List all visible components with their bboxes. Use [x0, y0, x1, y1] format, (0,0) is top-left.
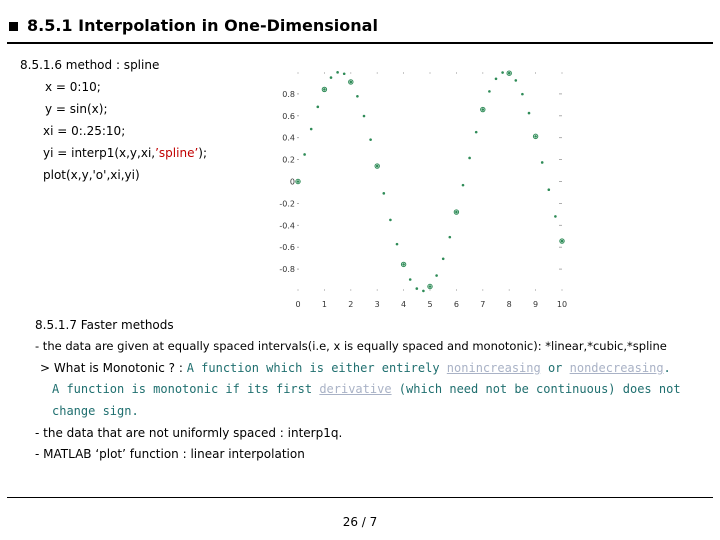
spline-point — [495, 77, 498, 80]
code-line-y: y = sin(x); — [45, 102, 108, 116]
y-tick-label: -0.4 — [279, 221, 295, 231]
spline-plot — [276, 60, 576, 310]
spline-point — [475, 131, 478, 134]
code-line-yi-suffix: ); — [198, 146, 207, 160]
bullet-not-uniform: - the data that are not uniformly spaced : interp1q. — [35, 426, 343, 440]
y-tick-label: 0.2 — [282, 155, 295, 165]
spline-point — [554, 215, 557, 218]
spline-heading: 8.5.1.6 method : spline — [20, 58, 160, 72]
spline-point — [350, 81, 353, 84]
bullet-equally-spaced: - the data are given at equally spaced intervals(i.e, x is equally spaced and monotonic): *linear,*cubic,*spline — [35, 339, 667, 353]
spline-point — [383, 192, 386, 195]
spline-point — [330, 76, 333, 79]
x-tick-label: 0 — [295, 300, 301, 309]
y-tick-label: 0 — [289, 177, 295, 187]
spline-point — [435, 274, 438, 277]
spline-point — [323, 88, 326, 91]
monotonic-line2-b: (which need not be continuous) does not — [391, 382, 681, 396]
slide-header — [0, 14, 720, 44]
y-tick-label: 0.6 — [282, 111, 295, 121]
square-bullet-icon — [9, 22, 18, 31]
code-line-yi-prefix: yi = interp1(x,y,xi, — [43, 146, 156, 160]
x-tick-label: 6 — [453, 300, 459, 309]
or-text: or — [540, 361, 570, 375]
monotonic-line2 — [52, 382, 681, 396]
monotonic-question — [40, 361, 671, 375]
spline-point — [297, 180, 300, 183]
bullet-plot-linear: - MATLAB ‘plot’ function : linear interpolation — [35, 447, 305, 461]
x-tick-label: 5 — [427, 300, 433, 309]
spline-point — [534, 135, 537, 138]
spline-point — [303, 153, 306, 156]
spline-point — [449, 236, 452, 239]
monotonic-line2-a: A function is monotonic if its first — [52, 382, 320, 396]
spline-point — [343, 72, 346, 75]
header-rule — [7, 42, 713, 44]
spline-point — [310, 128, 313, 131]
spline-point — [455, 211, 458, 214]
spline-point — [416, 287, 419, 290]
spline-point — [369, 138, 372, 141]
y-tick-label: -0.6 — [279, 243, 295, 253]
spline-point — [376, 165, 379, 168]
spline-point — [422, 290, 425, 293]
monotonic-line3-text: change sign. — [52, 404, 139, 418]
spline-point — [462, 184, 465, 187]
monotonic-question-prefix: > What is Monotonic ? : — [40, 361, 187, 375]
spline-point — [508, 72, 511, 75]
y-tick-label: -0.2 — [279, 199, 295, 209]
period-text: . — [663, 361, 671, 375]
x-tick-label: 3 — [374, 300, 380, 309]
x-tick-label: 1 — [321, 300, 327, 309]
code-line-plot: plot(x,y,'o',xi,yi) — [43, 168, 140, 182]
y-tick-label: 0.8 — [282, 89, 295, 99]
spline-point — [396, 243, 399, 246]
spline-point — [548, 188, 551, 191]
y-tick-label: 0.4 — [282, 133, 295, 143]
spline-point — [561, 240, 564, 243]
monotonic-line3 — [52, 404, 139, 418]
nondecreasing-link[interactable]: nondecreasing — [569, 361, 664, 375]
faster-methods-heading: 8.5.1.7 Faster methods — [35, 318, 174, 332]
x-tick-label: 2 — [348, 300, 354, 309]
spline-point — [468, 157, 471, 160]
code-line-x: x = 0:10; — [45, 80, 101, 94]
spline-point — [488, 90, 491, 93]
code-line-xi: xi = 0:.25:10; — [43, 124, 126, 138]
spline-point — [501, 71, 504, 74]
spline-point — [402, 263, 405, 266]
spline-point — [363, 115, 366, 118]
spline-point — [521, 93, 524, 96]
spline-point — [528, 112, 531, 115]
footer-rule — [7, 497, 713, 498]
x-tick-label: 10 — [556, 300, 568, 309]
monotonic-definition-a: A function which is either entirely — [186, 361, 447, 375]
spline-point — [356, 95, 359, 98]
spline-point — [429, 285, 432, 288]
x-tick-label: 9 — [533, 300, 539, 309]
page-number: 26 / 7 — [342, 515, 378, 529]
code-line-yi — [43, 146, 207, 160]
spline-point — [336, 71, 339, 74]
spline-point — [389, 219, 392, 222]
spline-point — [409, 278, 412, 281]
spline-point — [482, 108, 485, 111]
spline-point — [317, 106, 320, 109]
slide-title: 8.5.1 Interpolation in One-Dimensional — [27, 16, 378, 35]
spline-method-text: ’spline’ — [155, 146, 199, 160]
x-tick-label: 7 — [480, 300, 486, 309]
x-tick-label: 4 — [401, 300, 407, 309]
spline-point — [515, 79, 518, 82]
spline-point — [442, 258, 445, 261]
y-tick-label: -0.8 — [279, 265, 295, 275]
derivative-link[interactable]: derivative — [319, 382, 392, 396]
x-tick-label: 8 — [506, 300, 512, 309]
spline-point — [541, 161, 544, 164]
nonincreasing-link[interactable]: nonincreasing — [446, 361, 541, 375]
